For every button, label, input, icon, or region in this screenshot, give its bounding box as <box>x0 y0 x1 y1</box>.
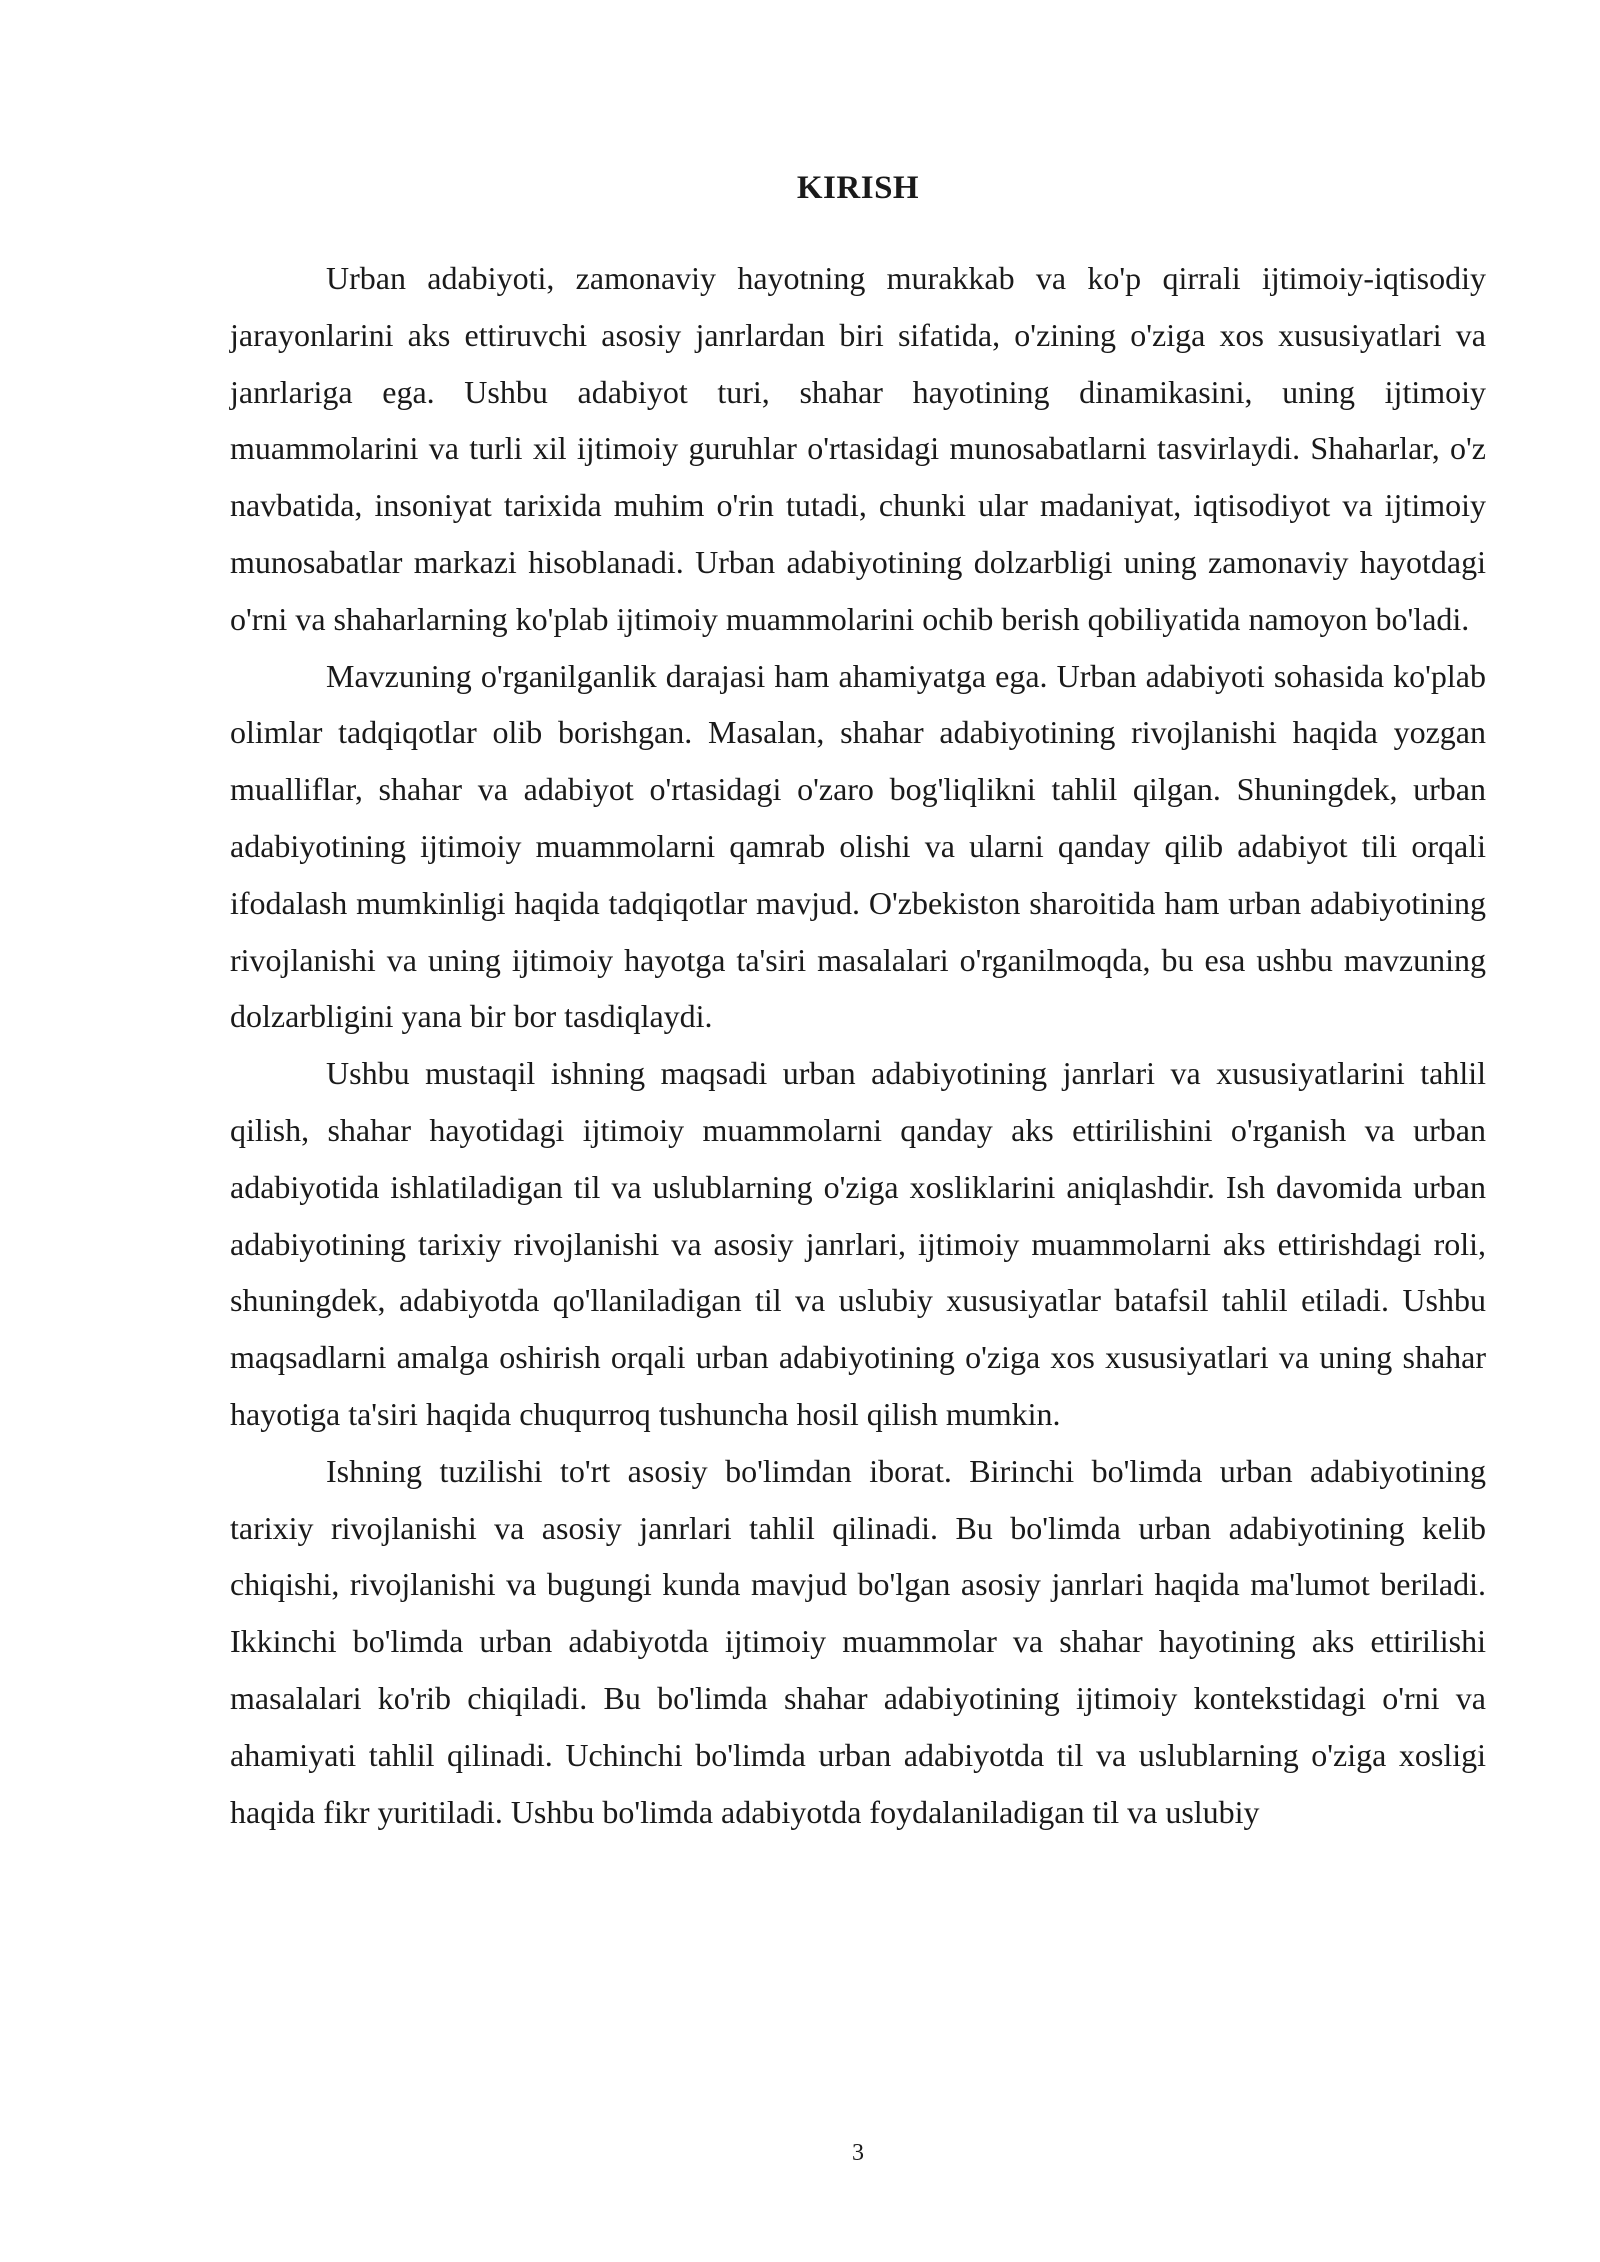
paragraph: Ushbu mustaqil ishning maqsadi urban adabiyotining janrlari va xususiyatlarini tahlil qilish, shahar hayotidagi ijtimoiy muammolarni qanday aks ettirilishini o'rganish va urban adabiyotida ishlatiladigan til va uslublarning o'ziga xosliklarini aniqlashdir. Ish davomida urban adabiyotining tarixiy rivojlanishi va asosiy janrlari, ijtimoiy muammolarni aks ettirishdagi roli, shuningdek, adabiyotda qo'llaniladigan til va uslubiy xususiyatlar batafsil tahlil etiladi. Ushbu maqsadlarni amalga oshirish orqali urban adabiyotining o'ziga xos xususiyatlari va uning shahar hayotiga ta'siri haqida chuqurroq tushuncha hosil qilish mumkin. <box>230 1055 1486 1432</box>
paragraph: Ishning tuzilishi to'rt asosiy bo'limdan iborat. Birinchi bo'limda urban adabiyotining tarixiy rivojlanishi va asosiy janrlari tahlil qilinadi. Bu bo'limda urban adabiyotining kelib chiqishi, rivojlanishi va bugungi kunda mavjud bo'lgan asosiy janrlari haqida ma'lumot beriladi. Ikkinchi bo'limda urban adabiyotda ijtimoiy muammolar va shahar hayotining aks ettirilishi masalalari ko'rib chiqiladi. Bu bo'limda shahar adabiyotining ijtimoiy kontekstidagi o'rni va ahamiyati tahlil qilinadi. Uchinchi bo'limda urban adabiyotda til va uslublarning o'ziga xosligi haqida fikr yuritiladi. Ushbu bo'limda adabiyotda foydalaniladigan til va uslubiy <box>230 1452 1486 1830</box>
body-text <box>230 250 1486 1840</box>
page-title: KIRISH <box>796 170 920 206</box>
paragraph: Urban adabiyoti, zamonaviy hayotning murakkab va ko'p qirrali ijtimoiy-iqtisodiy jarayonlarini aks ettiruvchi asosiy janrlardan biri sifatida, o'zining o'ziga xos xususiyatlari va janrlariga ega. Ushbu adabiyot turi, shahar hayotining dinamikasini, uning ijtimoiy muammolarini va turli xil ijtimoiy guruhlar o'rtasidagi munosabatlarni tasvirlaydi. Shaharlar, o'z navbatida, insoniyat tarixida muhim o'rin tutadi, chunki ular madaniyat, iqtisodiyot va ijtimoiy munosabatlar markazi hisoblanadi. Urban adabiyotining dolzarbligi uning zamonaviy hayotdagi o'rni va shaharlarning ko'plab ijtimoiy muammolarini ochib berish qobiliyatida namoyon bo'ladi. <box>230 260 1486 637</box>
page-number: 3 <box>852 2140 864 2166</box>
paragraph: Mavzuning o'rganilganlik darajasi ham ahamiyatga ega. Urban adabiyoti sohasida ko'plab olimlar tadqiqotlar olib borishgan. Masalan, shahar adabiyotining rivojlanishi haqida yozgan mualliflar, shahar va adabiyot o'rtasidagi o'zaro bog'liqlikni tahlil qilgan. Shuningdek, urban adabiyotining ijtimoiy muammolarni qamrab olishi va ularni qanday qilib adabiyot tili orqali ifodalash mumkinligi haqida tadqiqotlar mavjud. O'zbekiston sharoitida ham urban adabiyotining rivojlanishi va uning ijtimoiy hayotga ta'siri masalalari o'rganilmoqda, bu esa ushbu mavzuning dolzarbligini yana bir bor tasdiqlaydi. <box>230 657 1486 1035</box>
